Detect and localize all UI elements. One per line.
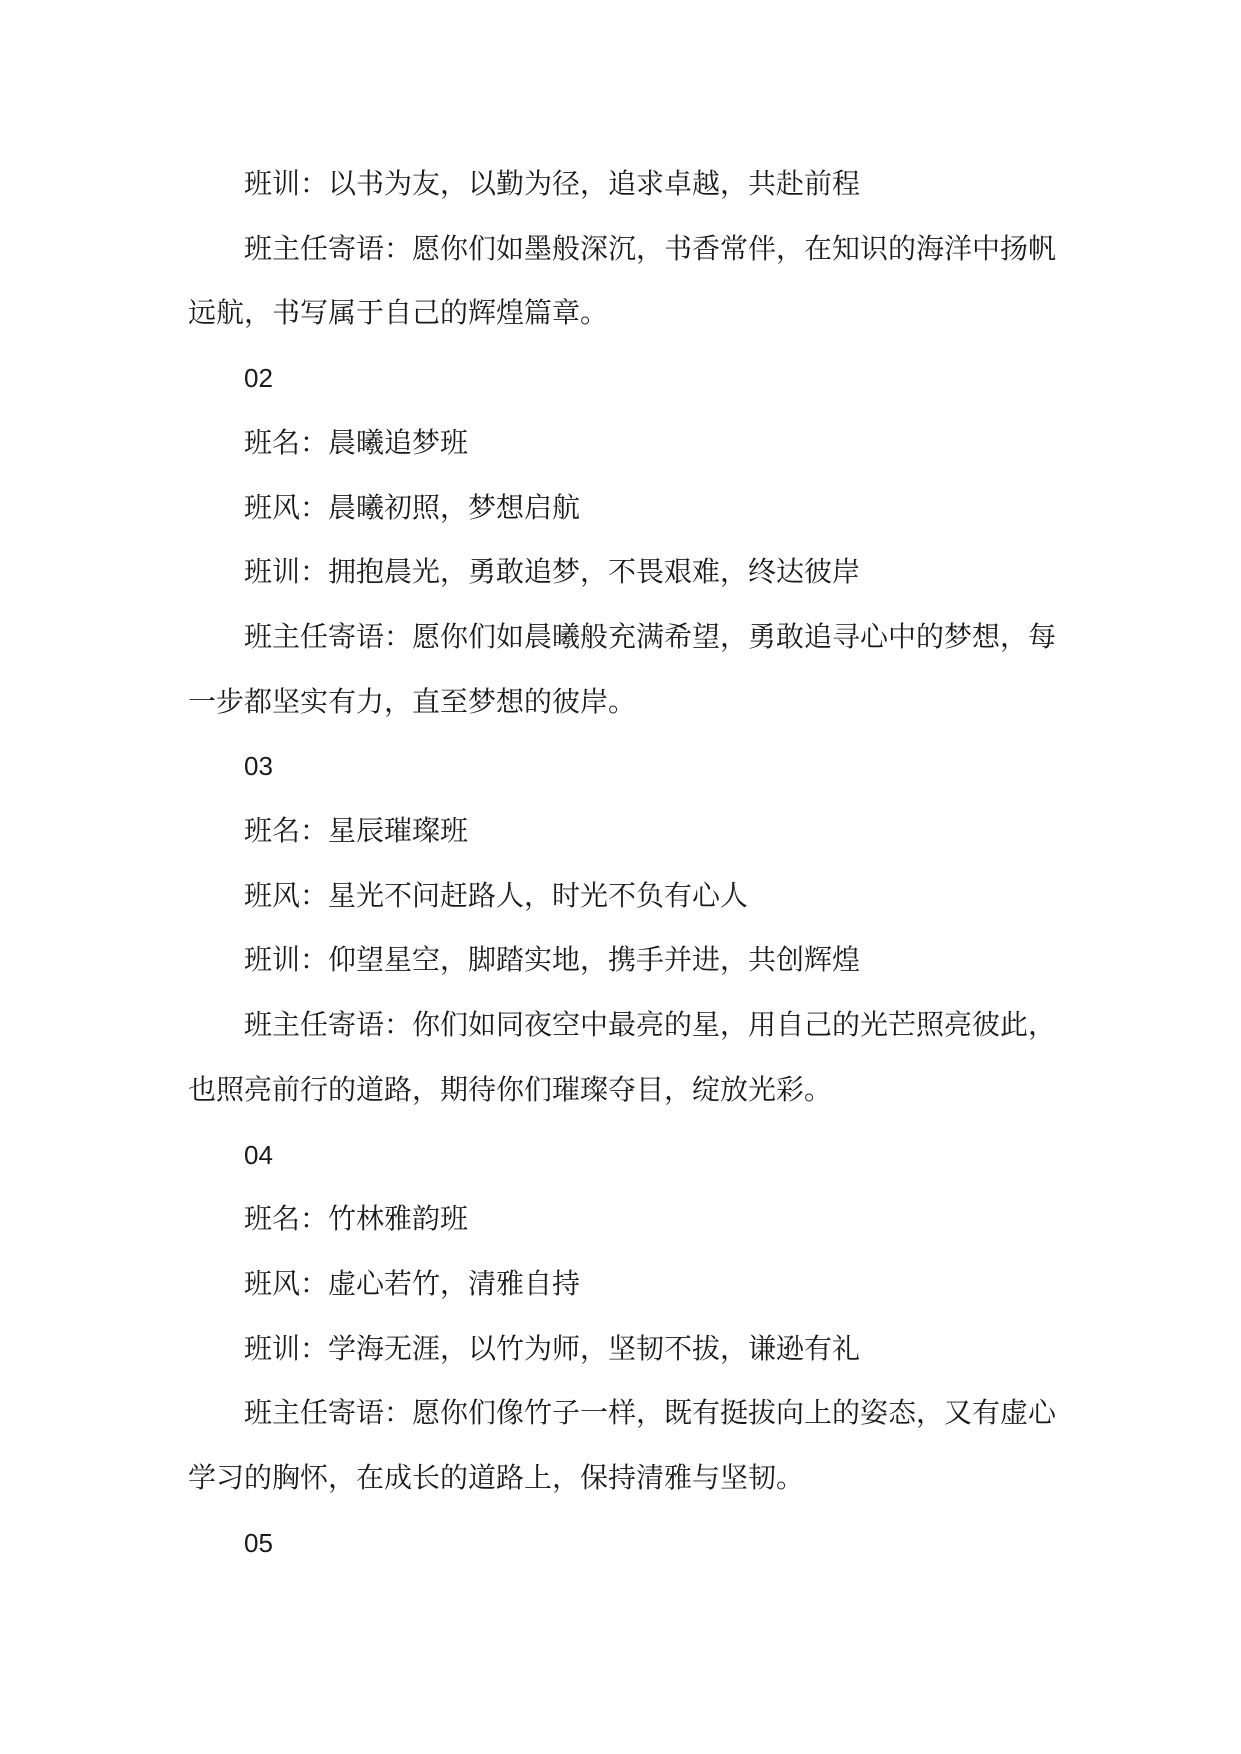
section-number: 03 <box>244 751 273 782</box>
teacher-message-paragraph: 班主任寄语：愿你们像竹子一样，既有挺拔向上的姿态，又有虚心学习的胸怀，在成长的道路上，保持清雅与坚韧。 <box>188 1396 1057 1495</box>
class-style-paragraph: 班风：晨曦初照，梦想启航 <box>244 490 581 524</box>
class-motto-paragraph: 班训：仰望星空，脚踏实地，携手并进，共创辉煌 <box>244 943 861 977</box>
class-motto-paragraph: 班训：以书为友，以勤为径，追求卓越，共赴前程 <box>244 167 861 200</box>
class-motto-paragraph: 班训：拥抱晨光，勇敢追梦，不畏艰难，终达彼岸 <box>244 555 861 589</box>
class-name-paragraph: 班名：竹林雅韵班 <box>244 1202 469 1236</box>
section-number: 02 <box>244 363 273 394</box>
teacher-message-paragraph: 班主任寄语：愿你们如晨曦般充满希望，勇敢追寻心中的梦想，每一步都坚实有力，直至梦想的彼岸。 <box>188 619 1057 718</box>
class-name-paragraph: 班名：星辰璀璨班 <box>244 814 469 848</box>
teacher-message-paragraph: 班主任寄语：愿你们如墨般深沉，书香常伴，在知识的海洋中扬帆远航，书写属于自己的辉煌篇章。 <box>188 231 1057 330</box>
section-number: 04 <box>244 1139 273 1170</box>
class-name-paragraph: 班名：晨曦追梦班 <box>244 425 469 459</box>
document-body <box>188 152 1068 1575</box>
class-style-paragraph: 班风：星光不问赶路人，时光不负有心人 <box>244 878 749 912</box>
section-number: 05 <box>244 1527 273 1558</box>
teacher-message-paragraph: 班主任寄语：你们如同夜空中最亮的星，用自己的光芒照亮彼此，也照亮前行的道路，期待你们璀璨夺目，绽放光彩。 <box>188 1008 1057 1106</box>
class-motto-paragraph: 班训：学海无涯，以竹为师，坚韧不拔，谦逊有礼 <box>244 1331 861 1365</box>
class-style-paragraph: 班风：虚心若竹，清雅自持 <box>244 1266 581 1300</box>
